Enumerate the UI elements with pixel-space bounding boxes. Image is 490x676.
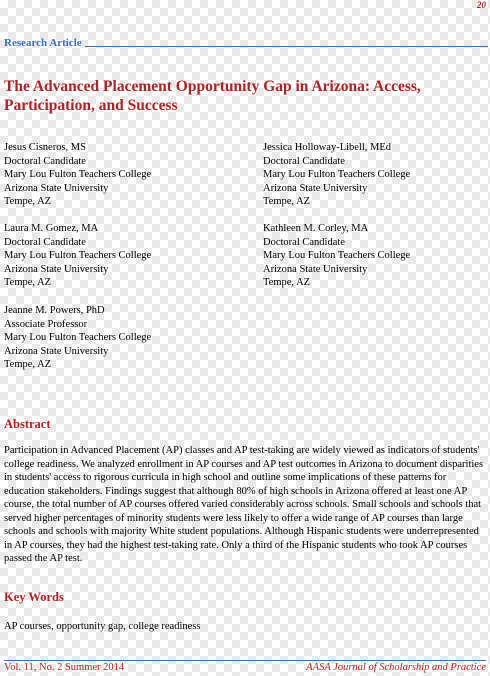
- article-title: The Advanced Placement Opportunity Gap in Arizona: Access, Participation, and Success: [4, 78, 421, 114]
- author-college: Mary Lou Fulton Teachers College: [263, 169, 411, 180]
- section-rule: [85, 46, 488, 47]
- author-location: Tempe, AZ: [4, 196, 52, 207]
- author-role: Doctoral Candidate: [4, 236, 86, 248]
- author-role: Doctoral Candidate: [263, 236, 345, 248]
- author-block: [4, 222, 234, 290]
- author-university: Arizona State University: [263, 182, 368, 194]
- author-role: Associate Professor: [4, 318, 88, 330]
- keywords-heading: Key Words: [4, 590, 64, 604]
- author-college: Mary Lou Fulton Teachers College: [263, 250, 411, 261]
- page-number: 20: [477, 0, 486, 10]
- author-block: [4, 304, 234, 372]
- author-college: Mary Lou Fulton Teachers College: [4, 332, 152, 343]
- section-header: [4, 37, 488, 49]
- author-university: Arizona State University: [4, 263, 109, 275]
- footer-journal: AASA Journal of Scholarship and Practice: [306, 662, 486, 673]
- author-college: Mary Lou Fulton Teachers College: [4, 169, 152, 180]
- author-role: Doctoral Candidate: [4, 155, 86, 167]
- author-university: Arizona State University: [4, 345, 109, 357]
- author-block: [4, 141, 234, 209]
- author-block: [263, 141, 490, 209]
- author-college: Mary Lou Fulton Teachers College: [4, 250, 152, 261]
- author-name: Jesus Cisneros, MS: [4, 142, 86, 153]
- author-university: Arizona State University: [263, 263, 368, 275]
- author-location: Tempe, AZ: [263, 277, 311, 288]
- footer-volume: Vol. 11, No. 2 Summer 2014: [4, 662, 125, 673]
- author-location: Tempe, AZ: [4, 277, 52, 288]
- author-name: Jessica Holloway-Libell, MEd: [263, 142, 392, 153]
- author-university: Arizona State University: [4, 182, 109, 194]
- keywords-text: AP courses, opportunity gap, college readiness: [4, 621, 201, 632]
- author-name: Jeanne M. Powers, PhD: [4, 305, 105, 316]
- page-footer: [4, 660, 486, 673]
- author-name: Kathleen M. Corley, MA: [263, 223, 369, 234]
- abstract-text: Participation in Advanced Placement (AP) classes and AP test-taking are widely viewed as indicators of students' college readiness. We analyzed enrollment in AP courses and AP test outcomes in Arizona to document disparities in students' access to rigorous curricula in high school and outline some implications of these patterns for education stakeholders. Findings suggest that although 80% of high schools in Arizona offered at least one AP course, the total number of AP courses offered varied considerably across schools. Small schools and schools that served higher percentages of minority students were less likely to offer a wide range of AP courses than large schools and schools with majority White student populations. Although Hispanic students were underrepresented in AP courses, they had the highest test-taking rate. Only a third of the Hispanic students who took AP courses passed the AP test.: [4, 445, 484, 564]
- section-label: Research Article: [4, 37, 82, 49]
- author-name: Laura M. Gomez, MA: [4, 223, 99, 234]
- abstract-heading: Abstract: [4, 417, 51, 431]
- author-location: Tempe, AZ: [263, 196, 311, 207]
- author-block: [263, 222, 490, 290]
- author-location: Tempe, AZ: [4, 359, 52, 370]
- author-role: Doctoral Candidate: [263, 155, 345, 167]
